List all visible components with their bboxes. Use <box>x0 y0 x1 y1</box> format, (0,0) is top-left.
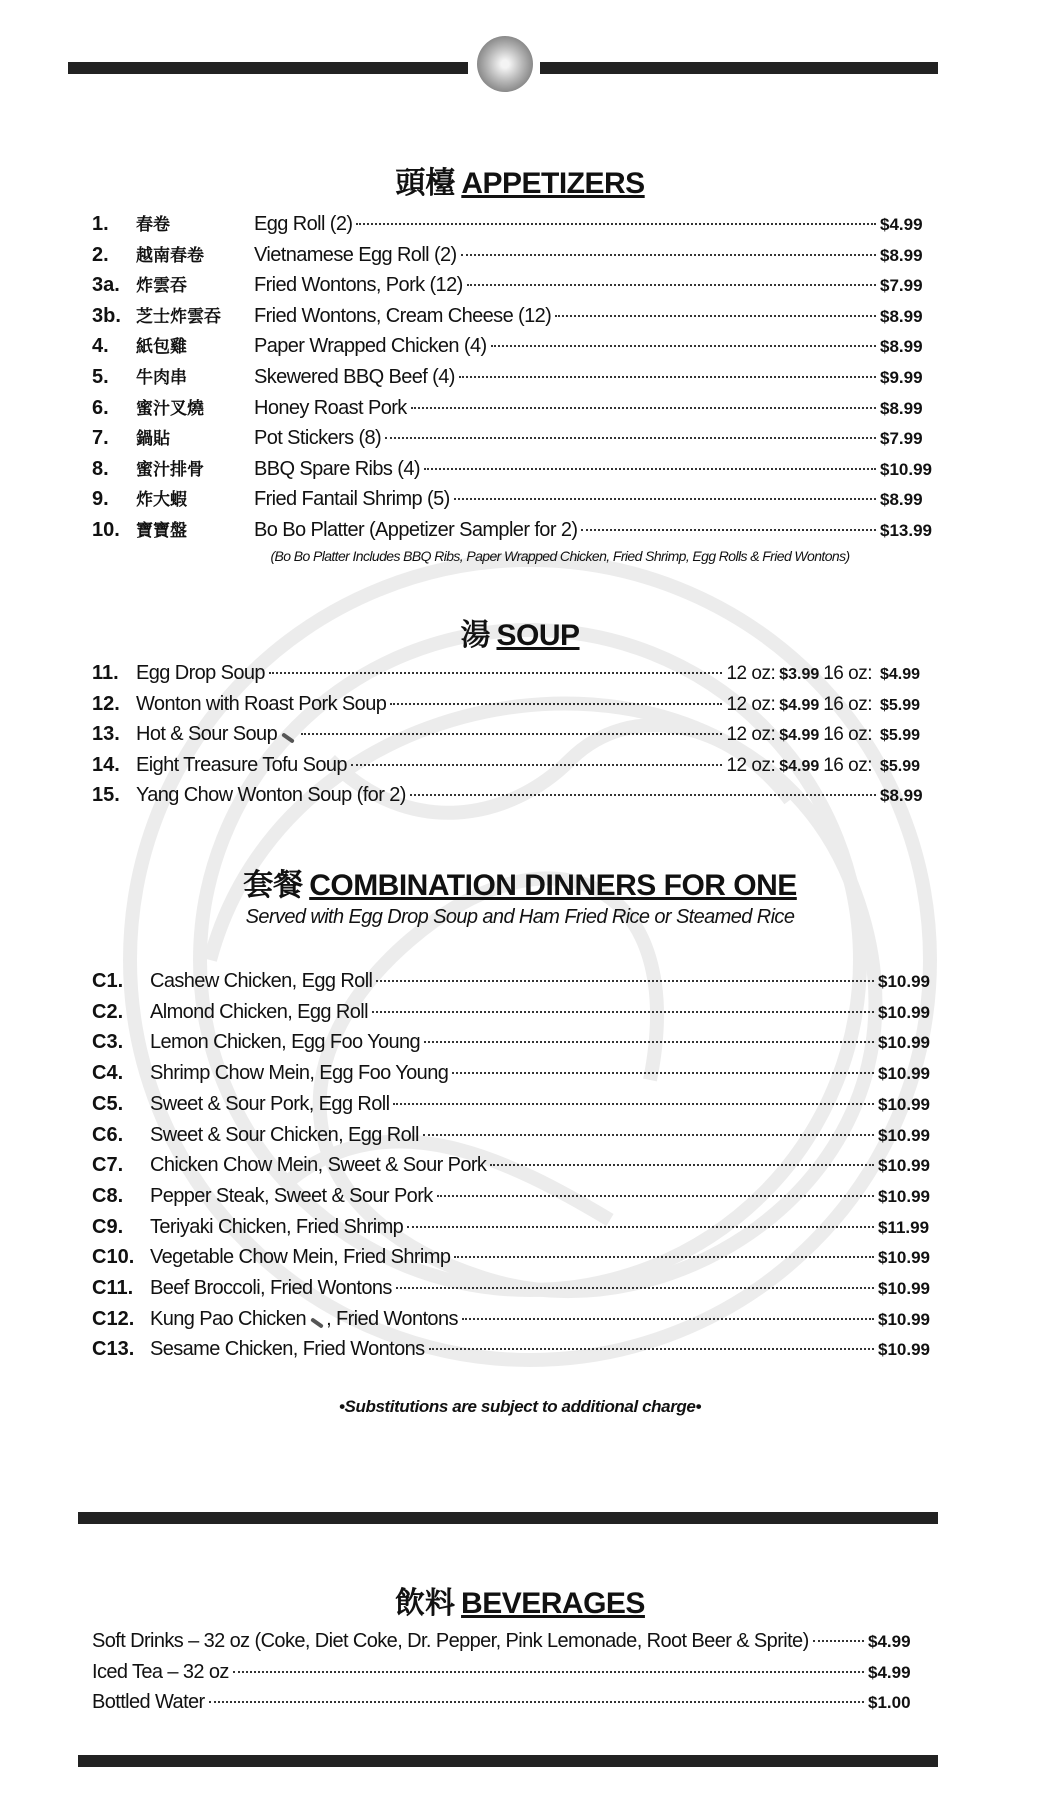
list-item <box>92 1308 938 1334</box>
dot-leader <box>490 1164 874 1166</box>
item-name: Teriyaki Chicken, Fried Shrimp <box>150 1215 404 1238</box>
size-small-price: $4.99 <box>779 757 820 775</box>
item-name: Vegetable Chow Mein, Fried Shrimp <box>150 1246 451 1269</box>
top-rule-left <box>68 62 468 74</box>
list-item <box>92 1216 938 1242</box>
item-name: Paper Wrapped Chicken (4) <box>254 335 487 358</box>
list-item <box>92 485 938 511</box>
item-price: $10.99 <box>878 1186 930 1206</box>
appetizers-note: (Bo Bo Platter Includes BBQ Ribs, Paper Wrapped Chicken, Fried Shrimp, Egg Rolls & Fried Wontons) <box>270 548 850 564</box>
item-name: Yang Chow Wonton Soup (for 2) <box>136 784 406 807</box>
item-price: $10.99 <box>878 1125 930 1145</box>
dot-leader <box>376 980 874 982</box>
item-name: Egg Roll (2) <box>254 213 353 235</box>
item-number: 12. <box>92 692 120 715</box>
item-price: $10.99 <box>878 1033 930 1053</box>
list-item <box>92 754 938 780</box>
item-name-suffix: , Fried Wontons <box>326 1307 458 1330</box>
dot-leader <box>491 345 876 347</box>
item-price: $13.99 <box>880 521 932 540</box>
item-number: 15. <box>92 784 120 807</box>
dot-leader <box>461 254 876 256</box>
item-name: Fried Wontons, Pork (12) <box>254 274 463 297</box>
item-number: 3b. <box>92 304 121 327</box>
dot-leader <box>233 1671 864 1673</box>
item-name: Hot & Sour Soup <box>136 723 278 746</box>
item-number: C8. <box>92 1184 124 1207</box>
dot-leader <box>454 498 876 500</box>
item-chinese-name: 蜜汁排骨 <box>136 459 204 480</box>
appetizers-heading <box>0 158 1040 202</box>
size-small-label: 12 oz: <box>726 754 776 776</box>
item-chinese-name: 鍋貼 <box>136 429 170 450</box>
item-number: C3. <box>92 1031 124 1054</box>
item-price: $10.99 <box>880 459 932 479</box>
list-item <box>92 302 938 328</box>
soup-heading <box>0 610 1040 654</box>
item-number: 9. <box>92 488 109 511</box>
dot-leader <box>351 764 723 766</box>
item-price: $7.99 <box>880 276 923 296</box>
item-price: $8.99 <box>880 490 923 510</box>
item-number: C12. <box>92 1307 135 1330</box>
item-name: Eight Treasure Tofu Soup <box>136 753 347 776</box>
item-price: $11.99 <box>878 1217 930 1237</box>
item-name: BBQ Spare Ribs (4) <box>254 457 420 480</box>
size-large-price: $5.99 <box>880 696 921 714</box>
item-chinese-name: 春卷 <box>136 215 170 235</box>
soup-title-en: SOUP <box>496 619 580 652</box>
item-number: 6. <box>92 396 109 419</box>
item-chinese-name: 越南春卷 <box>136 245 204 266</box>
item-name: Fried Fantail Shrimp (5) <box>254 488 450 511</box>
item-name: Egg Drop Soup <box>136 662 265 684</box>
size-small-label: 12 oz: <box>726 663 776 684</box>
item-name: Sweet & Sour Chicken, Egg Roll <box>150 1123 419 1146</box>
dragon-seal-icon <box>477 36 533 92</box>
dot-leader <box>452 1072 874 1074</box>
dot-leader <box>407 1226 874 1228</box>
item-chinese-name: 紙包雞 <box>136 337 187 358</box>
list-item <box>92 1338 938 1364</box>
list-item <box>92 970 938 996</box>
item-name: Skewered BBQ Beef (4) <box>254 366 455 388</box>
item-name: Iced Tea – 32 oz <box>92 1660 229 1683</box>
dot-leader <box>424 468 876 470</box>
dot-leader <box>385 437 876 439</box>
item-number: 1. <box>92 213 109 235</box>
item-number: 10. <box>92 519 120 541</box>
combo-note: •Substitutions are subject to additional charge• <box>338 1397 702 1416</box>
list-item <box>92 424 938 450</box>
item-name: Beef Broccoli, Fried Wontons <box>150 1277 392 1299</box>
dot-leader <box>459 376 876 378</box>
item-name: Sweet & Sour Pork, Egg Roll <box>150 1092 390 1115</box>
item-number: C9. <box>92 1215 124 1238</box>
item-number: 7. <box>92 427 109 450</box>
dot-leader <box>393 1103 874 1105</box>
item-name: Vietnamese Egg Roll (2) <box>254 243 457 266</box>
dot-leader <box>301 733 722 735</box>
item-number: 11. <box>92 662 119 684</box>
list-item <box>92 210 938 236</box>
beverages-title-en: BEVERAGES <box>461 1587 645 1620</box>
dot-leader <box>454 1256 874 1258</box>
item-number: C2. <box>92 1000 124 1023</box>
list-item <box>92 1154 938 1180</box>
item-number: 2. <box>92 243 109 266</box>
item-name: Bo Bo Platter (Appetizer Sampler for 2) <box>254 519 578 541</box>
beverages-heading <box>0 1578 1040 1622</box>
item-chinese-name: 蜜汁叉燒 <box>136 398 204 419</box>
dot-leader <box>462 1318 874 1320</box>
dot-leader <box>372 1011 874 1013</box>
list-item <box>92 1661 918 1687</box>
item-price: $9.99 <box>880 368 923 387</box>
dot-leader <box>423 1134 874 1136</box>
size-small-label: 12 oz: <box>726 724 776 746</box>
item-price: $8.99 <box>880 786 923 806</box>
item-name: Pepper Steak, Sweet & Sour Pork <box>150 1184 433 1207</box>
dot-leader <box>467 284 876 286</box>
top-rule-right <box>540 62 938 74</box>
item-number: 4. <box>92 335 109 358</box>
item-number: C5. <box>92 1092 124 1115</box>
list-item <box>92 1246 938 1272</box>
item-number: C1. <box>92 970 124 992</box>
list-item <box>92 516 938 542</box>
appetizers-title-cn: 頭檯 <box>395 166 456 201</box>
dot-leader <box>209 1701 864 1703</box>
size-small-price: $4.99 <box>779 727 820 745</box>
item-name: Lemon Chicken, Egg Foo Young <box>150 1031 421 1054</box>
chili-pepper-icon <box>281 733 295 744</box>
dot-leader <box>429 1348 874 1350</box>
item-name: Pot Stickers (8) <box>254 427 382 450</box>
item-number: 5. <box>92 366 109 388</box>
item-number: C6. <box>92 1123 124 1146</box>
item-price: $4.99 <box>868 1662 911 1682</box>
item-price: $10.99 <box>878 1340 930 1360</box>
size-large-price: $4.99 <box>880 666 921 683</box>
item-chinese-name: 寶寶盤 <box>136 521 187 541</box>
dot-leader <box>410 794 876 796</box>
item-chinese-name: 炸大蝦 <box>136 490 187 511</box>
item-price: $10.99 <box>878 1064 930 1084</box>
list-item <box>92 1062 938 1088</box>
beverages-title-cn: 飲料 <box>395 1586 456 1621</box>
item-name: Bottled Water <box>92 1691 205 1714</box>
list-item <box>92 1001 938 1027</box>
size-large-label: 16 oz: <box>823 663 872 684</box>
item-name: Soft Drinks – 32 oz (Coke, Diet Coke, Dr. Pepper, Pink Lemonade, Root Beer & Sprite) <box>92 1630 809 1652</box>
dot-leader <box>813 1640 864 1642</box>
item-name: Cashew Chicken, Egg Roll <box>150 970 373 992</box>
combo-heading <box>0 860 1040 904</box>
size-large-label: 16 oz: <box>823 754 872 776</box>
size-large-label: 16 oz: <box>823 724 872 746</box>
item-name: Wonton with Roast Pork Soup <box>136 692 387 715</box>
dot-leader <box>437 1195 874 1197</box>
item-price: $10.99 <box>878 1094 930 1114</box>
list-item <box>92 271 938 297</box>
item-name: Shrimp Chow Mein, Egg Foo Young <box>150 1062 449 1085</box>
dot-leader <box>390 703 722 705</box>
size-large-label: 16 oz: <box>823 693 872 715</box>
size-small-price: $3.99 <box>779 666 820 683</box>
list-item <box>92 455 938 481</box>
list-item <box>92 1093 938 1119</box>
item-price: $8.99 <box>880 245 923 265</box>
list-item <box>92 693 938 719</box>
item-price: $7.99 <box>880 429 923 449</box>
list-item <box>92 1691 918 1717</box>
combo-title-en: COMBINATION DINNERS FOR ONE <box>309 869 797 902</box>
item-name: Sesame Chicken, Fried Wontons <box>150 1338 425 1361</box>
soup-title-cn: 湯 <box>460 618 491 653</box>
list-item <box>92 1277 938 1303</box>
list-item <box>92 723 938 749</box>
item-price: $8.99 <box>880 398 923 418</box>
item-number: 13. <box>92 723 120 746</box>
item-name: Kung Pao Chicken <box>150 1307 307 1330</box>
dot-leader <box>356 223 876 225</box>
item-price: $1.00 <box>868 1693 911 1713</box>
combo-subtitle: Served with Egg Drop Soup and Ham Fried Rice or Steamed Rice <box>245 906 795 928</box>
item-price: $8.99 <box>880 337 923 357</box>
item-number: C4. <box>92 1062 124 1085</box>
list-item <box>92 363 938 389</box>
mid-rule <box>78 1512 938 1524</box>
size-small-price: $4.99 <box>779 696 820 714</box>
dot-leader <box>424 1041 874 1043</box>
item-chinese-name: 牛肉串 <box>136 368 187 388</box>
combo-title-cn: 套餐 <box>243 868 304 903</box>
dot-leader <box>396 1287 874 1289</box>
dot-leader <box>269 672 723 674</box>
list-item <box>92 1124 938 1150</box>
item-price: $8.99 <box>880 306 923 326</box>
item-price: $10.99 <box>878 972 930 991</box>
list-item <box>92 662 938 688</box>
item-price: $4.99 <box>868 1632 911 1651</box>
item-number: C7. <box>92 1154 124 1177</box>
item-number: C10. <box>92 1246 135 1269</box>
item-price: $10.99 <box>878 1279 930 1298</box>
item-name: Fried Wontons, Cream Cheese (12) <box>254 304 552 327</box>
list-item <box>92 784 938 810</box>
list-item <box>92 1630 918 1656</box>
item-price: $10.99 <box>878 1156 930 1176</box>
chili-pepper-icon <box>310 1317 324 1328</box>
list-item <box>92 1185 938 1211</box>
item-price: $4.99 <box>880 215 923 234</box>
dot-leader <box>581 529 876 531</box>
list-item <box>92 394 938 420</box>
item-number: 14. <box>92 753 120 776</box>
item-number: C11. <box>92 1277 134 1299</box>
item-chinese-name: 炸雲吞 <box>136 276 187 297</box>
item-price: $10.99 <box>878 1002 930 1022</box>
item-chinese-name: 芝士炸雲吞 <box>136 306 221 327</box>
dot-leader <box>411 407 876 409</box>
list-item <box>92 241 938 267</box>
item-name: Almond Chicken, Egg Roll <box>150 1000 368 1023</box>
list-item <box>92 1031 938 1057</box>
item-number: C13. <box>92 1338 135 1361</box>
list-item <box>92 332 938 358</box>
size-large-price: $5.99 <box>880 727 921 745</box>
item-price: $10.99 <box>878 1248 930 1268</box>
bottom-rule <box>78 1755 938 1767</box>
item-number: 3a. <box>92 274 120 297</box>
appetizers-title-en: APPETIZERS <box>461 167 645 200</box>
dot-leader <box>555 315 876 317</box>
item-name: Chicken Chow Mein, Sweet & Sour Pork <box>150 1154 487 1177</box>
size-large-price: $5.99 <box>880 757 921 775</box>
item-price: $10.99 <box>878 1309 930 1329</box>
item-name: Honey Roast Pork <box>254 396 407 419</box>
item-number: 8. <box>92 457 109 480</box>
size-small-label: 12 oz: <box>726 693 776 715</box>
